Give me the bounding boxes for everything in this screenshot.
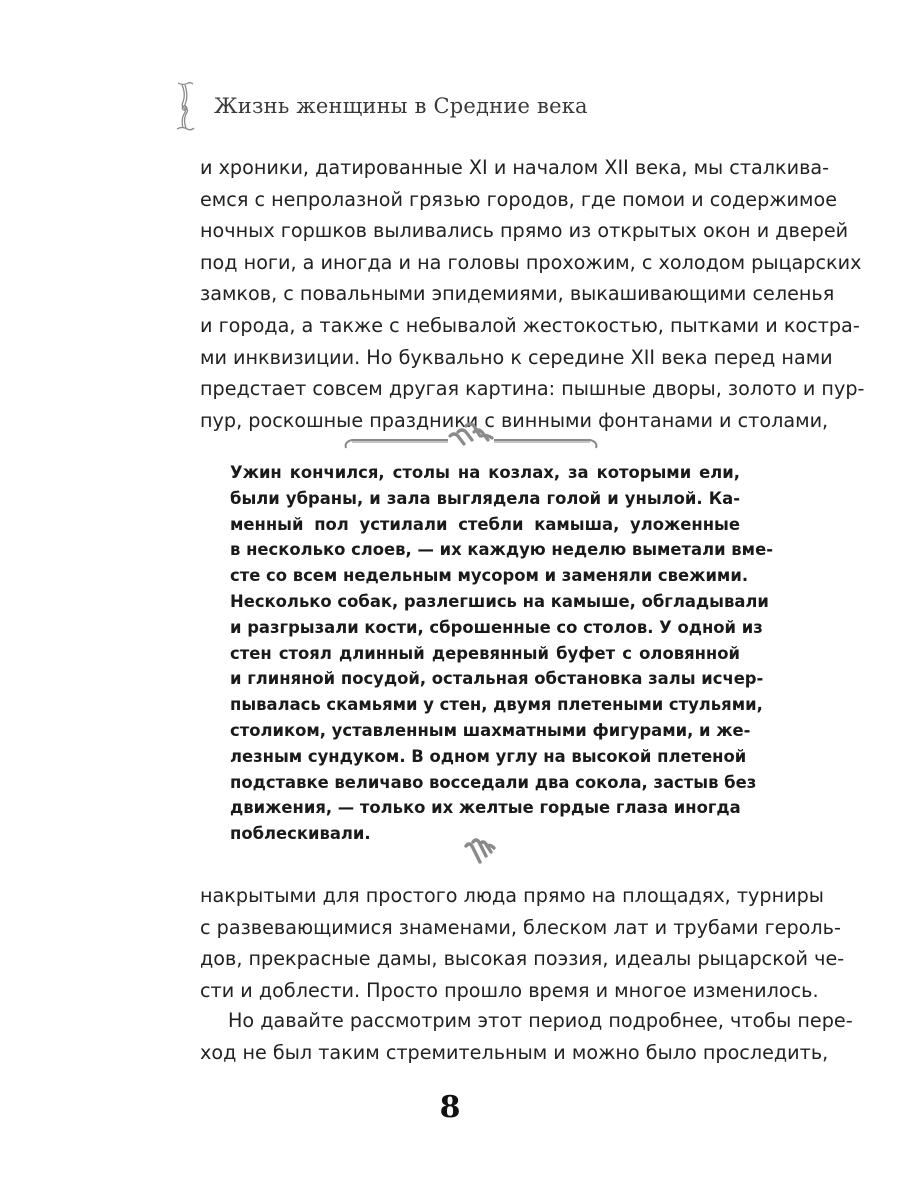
paragraph-new: [200, 1005, 853, 1068]
quote-line: были убраны, и зала выглядела голой и унылой. Ка-: [230, 488, 740, 508]
quote-line: и разгрызали кости, сброшенные со столов. У одной из: [230, 617, 763, 637]
quote-line: столиком, уставленным шахматными фигурами, и же-: [230, 720, 751, 740]
paragraph-continued: [200, 152, 865, 436]
running-head: [174, 80, 588, 132]
ornamental-bracket-icon: [174, 80, 196, 132]
paragraph-resumed: [200, 880, 845, 1006]
quoted-excerpt: [230, 460, 773, 847]
quote-line: сте со всем недельным мусором и заменяли свежими.: [230, 566, 749, 586]
quote-line: и глиняной посудой, остальная обстановка залы исчер-: [230, 669, 764, 689]
quote-line: стен стоял длинный деревянный буфет с оловянной: [230, 643, 740, 663]
page-number: 8: [439, 1090, 461, 1125]
quote-line: в несколько слоев, — их каждую неделю выметали вме-: [230, 540, 773, 560]
text-line: Но давайте рассмотрим этот период подробнее, чтобы пере-: [228, 1009, 853, 1032]
text-line: ход не был таким стремительным и можно было проследить,: [200, 1040, 829, 1064]
text-line: и города, а также с небывалой жестокостью, пытками и костра-: [200, 313, 860, 337]
text-line: ночных горшков выливались прямо из открытых окон и дверей: [200, 219, 849, 243]
text-line: замков, с повальными эпидемиями, выкашивающими селенья: [200, 282, 835, 306]
quote-line: поблескивали.: [230, 824, 371, 844]
quote-line: движения, — только их желтые гордые глаза иногда: [230, 798, 741, 818]
quote-line: лезным сундуком. В одном углу на высокой плетеной: [230, 746, 747, 766]
divider-ornament-icon: [340, 414, 602, 454]
text-line: накрытыми для простого люда прямо на площадях, турниры: [200, 884, 824, 907]
knot-ornament-icon: [460, 836, 500, 870]
quote-line: Ужин кончился, столы на козлах, за которыми ели,: [230, 463, 740, 482]
text-line: пур, роскошные праздники с винными фонтанами и столами,: [200, 408, 829, 432]
running-title: Жизнь женщины в Средние века: [214, 94, 588, 118]
text-line: емся с непролазной грязью городов, где помои и содержимое: [200, 187, 838, 211]
quote-line: Несколько собак, разлегшись на камыше, обгладывали: [230, 591, 769, 611]
text-line: и хроники, датированные XI и началом XII века, мы сталкива-: [200, 156, 830, 179]
text-line: с развевающимися знаменами, блеском лат и трубами героль-: [200, 915, 841, 939]
text-line: предстает совсем другая картина: пышные дворы, золото и пур-: [200, 377, 865, 401]
text-line: под ноги, а иногда и на головы прохожим, с холодом рыцарских: [200, 250, 862, 274]
text-line: дов, прекрасные дамы, высокая поэзия, идеалы рыцарской че-: [200, 947, 845, 971]
quote-line: подставке величаво восседали два сокола, застыв без: [230, 772, 757, 792]
quote-line: менный пол устилали стебли камыша, уложенные: [230, 514, 740, 534]
text-line: сти и доблести. Просто прошло время и многое изменилось.: [200, 978, 819, 1002]
text-line: ми инквизиции. Но буквально к середине XII века перед нами: [200, 345, 833, 369]
quote-line: пывалась скамьями у стен, двумя плетеными стульями,: [230, 695, 763, 715]
